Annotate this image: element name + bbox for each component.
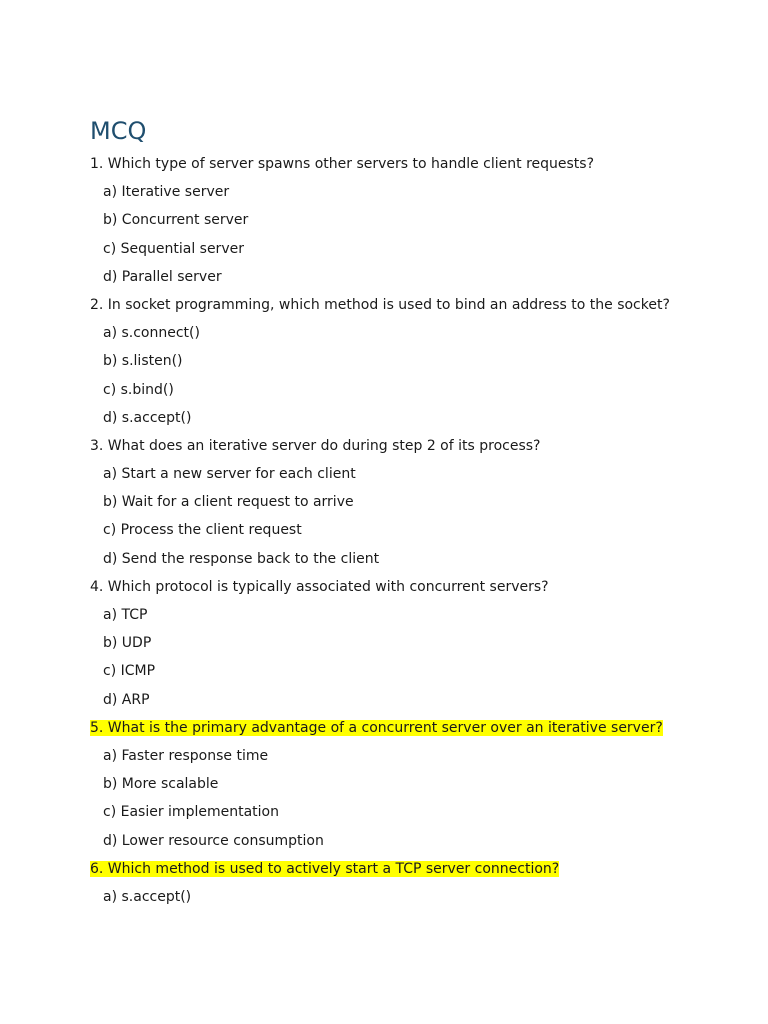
option-a: a) Iterative server xyxy=(103,184,230,201)
document-title: MCQ xyxy=(90,117,147,145)
highlight-mark: 6. Which method is used to actively start a TCP server connection? xyxy=(90,860,560,877)
option-b: b) More scalable xyxy=(103,776,219,793)
option-a: a) s.connect() xyxy=(103,325,200,342)
highlight-mark: 5. What is the primary advantage of a concurrent server over an iterative server? xyxy=(90,719,663,736)
option-b: b) s.listen() xyxy=(103,353,183,370)
question-text: 3. What does an iterative server do during step 2 of its process? xyxy=(90,437,541,454)
option-d: d) ARP xyxy=(103,691,150,708)
option-d: d) Lower resource consumption xyxy=(103,832,324,849)
option-b: b) UDP xyxy=(103,635,152,652)
option-b: b) Concurrent server xyxy=(103,212,249,229)
option-a: a) Faster response time xyxy=(103,747,269,764)
option-d: d) Parallel server xyxy=(103,268,222,285)
question-1 xyxy=(90,150,730,291)
option-d: d) s.accept() xyxy=(103,409,192,426)
option-a: a) Start a new server for each client xyxy=(103,466,356,483)
option-c: c) Process the client request xyxy=(103,522,302,539)
question-text: 1. Which type of server spawns other servers to handle client requests? xyxy=(90,156,595,172)
option-a: a) s.accept() xyxy=(103,888,192,905)
question-2 xyxy=(90,291,730,432)
question-text-highlighted xyxy=(90,714,730,742)
question-text-highlighted xyxy=(90,855,730,883)
option-c: c) ICMP xyxy=(103,663,156,680)
question-6 xyxy=(90,855,730,911)
option-c: c) s.bind() xyxy=(103,381,174,398)
option-a: a) TCP xyxy=(103,607,148,623)
question-text: 2. In socket programming, which method is used to bind an address to the socket? xyxy=(90,296,670,313)
question-4 xyxy=(90,573,730,714)
option-b: b) Wait for a client request to arrive xyxy=(103,494,354,511)
question-text: 4. Which protocol is typically associated with concurrent servers? xyxy=(90,578,549,595)
option-c: c) Easier implementation xyxy=(103,804,279,821)
question-5 xyxy=(90,714,730,855)
option-d: d) Send the response back to the client xyxy=(103,550,380,567)
question-3 xyxy=(90,432,730,573)
option-c: c) Sequential server xyxy=(103,240,244,257)
document-page xyxy=(90,112,730,911)
